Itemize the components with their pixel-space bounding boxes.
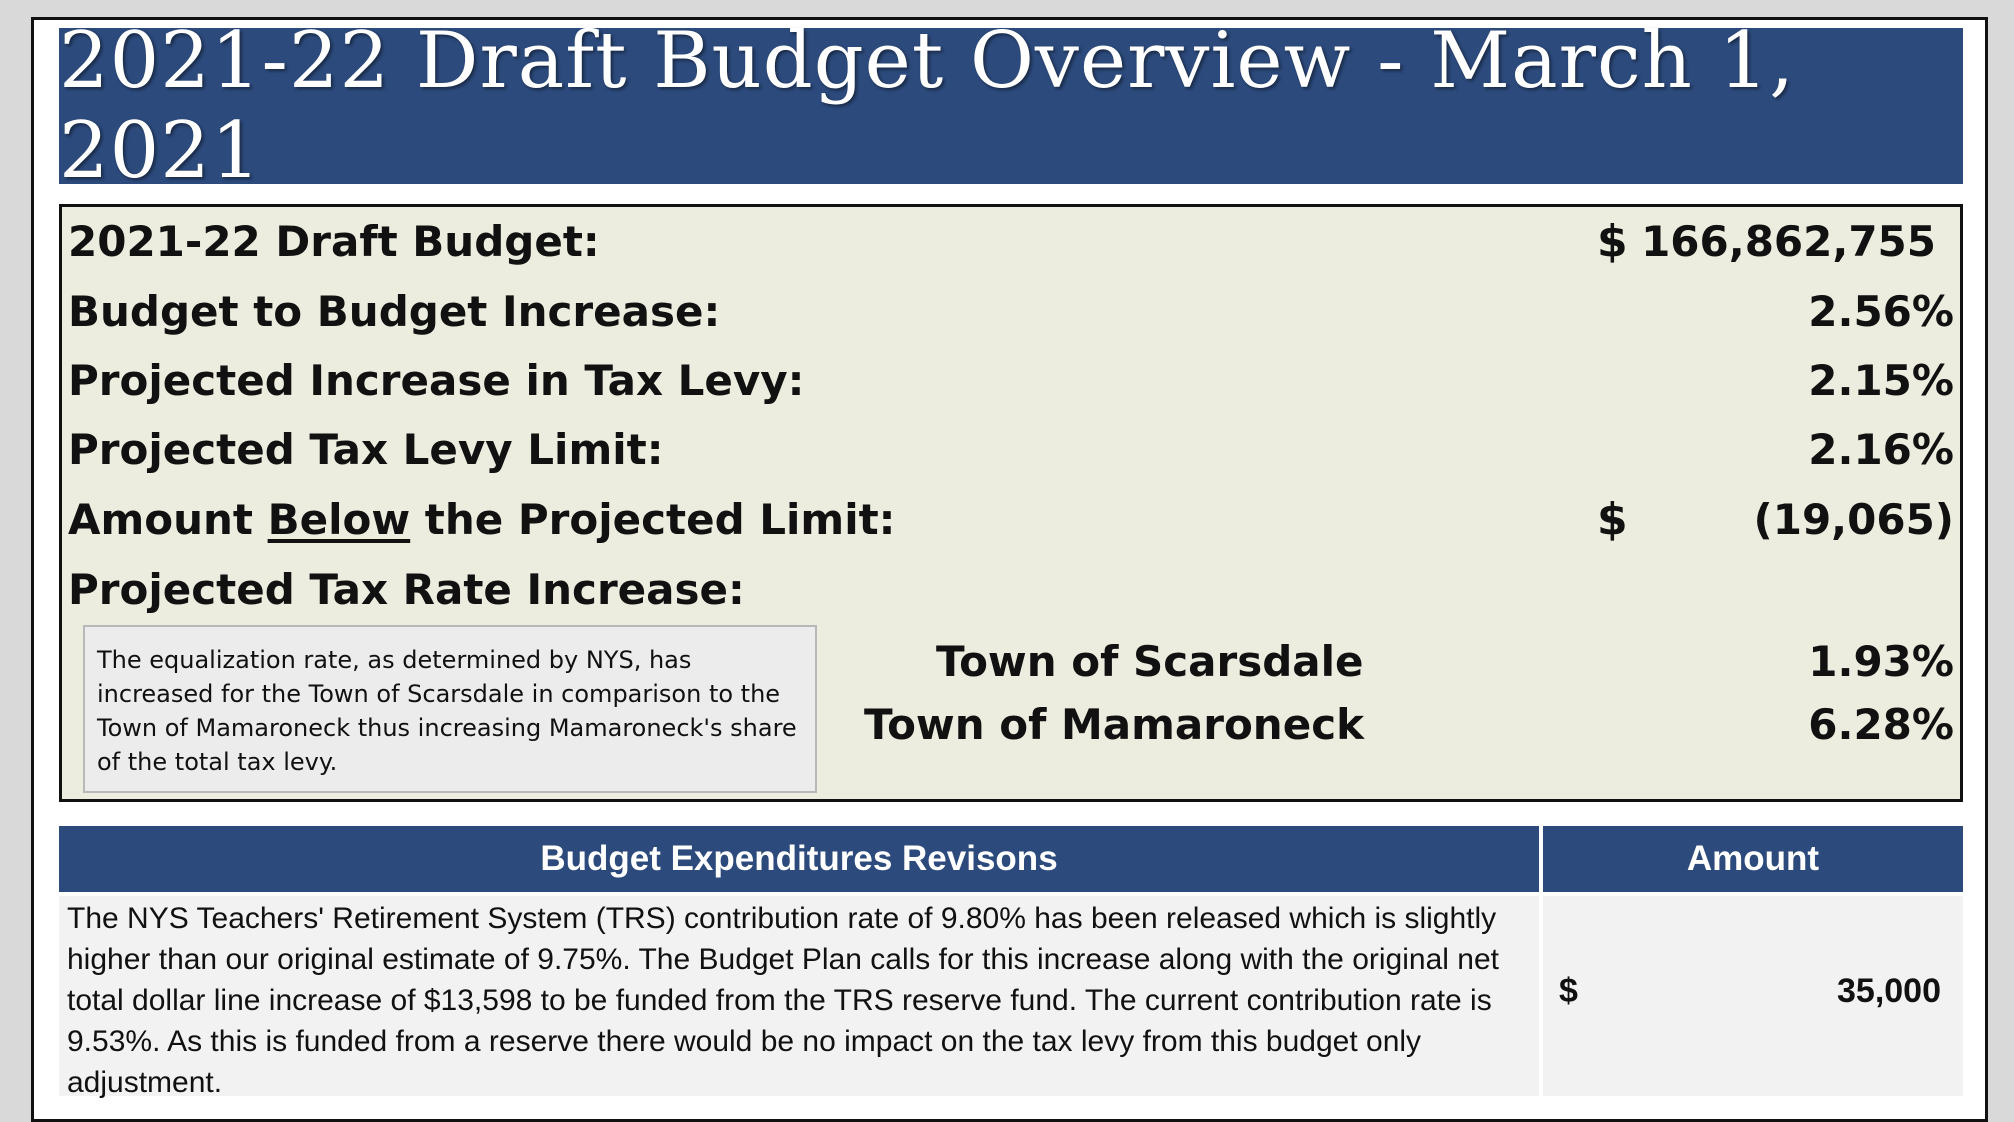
expenditures-table [59, 826, 1963, 1106]
draft-budget-row [68, 209, 1954, 273]
page-title: 2021-22 Draft Budget Overview - March 1, 2021 [59, 28, 1963, 184]
town-scarsdale-value: 1.93% [1808, 636, 1954, 686]
tax-levy-limit-value: 2.16% [1808, 424, 1954, 474]
tax-levy-increase-row [68, 348, 1954, 412]
tax-levy-limit-row [68, 417, 1954, 481]
budget-increase-row [68, 279, 1954, 343]
table-header-amount: Amount [1543, 826, 1963, 892]
town-scarsdale-label: Town of Scarsdale [936, 636, 1364, 686]
below-limit-row [68, 487, 1954, 551]
below-limit-label-emphasis: Below [267, 494, 411, 544]
table-row-description: The NYS Teachers' Retirement System (TRS) contribution rate of 9.80% has been released which is slightly higher than our original estimate of 9.75%. The Budget Plan calls for this increase along with the original net total dollar line increase of $13,598 to be funded from the TRS reserve fund. The current contribution rate is 9.53%. As this is funded from a reserve there would be no impact on the tax levy from this budget only adjustment. [59, 896, 1539, 1096]
tax-levy-increase-label: Projected Increase in Tax Levy: [68, 355, 805, 405]
table-row-currency: $ [1559, 972, 1578, 1010]
equalization-note: The equalization rate, as determined by NYS, has increased for the Town of Scarsdale in comparison to the Town of Mamaroneck thus increasing Mamaroneck's share of the total tax levy. [83, 625, 817, 793]
draft-budget-value: 166,862,755 [1641, 216, 1936, 266]
tax-levy-limit-label: Projected Tax Levy Limit: [68, 424, 664, 474]
slide [31, 17, 1988, 1122]
budget-summary-box [59, 204, 1963, 802]
tax-levy-increase-value: 2.15% [1808, 355, 1954, 405]
draft-budget-currency: $ [1597, 215, 1628, 267]
budget-increase-value: 2.56% [1808, 286, 1954, 336]
town-mamaroneck-value: 6.28% [1808, 699, 1954, 749]
budget-increase-label: Budget to Budget Increase: [68, 286, 721, 336]
table-row-amount-cell [1543, 896, 1963, 1096]
below-limit-value: (19,065) [1753, 494, 1954, 544]
table-header-revisions: Budget Expenditures Revisons [59, 826, 1539, 892]
table-row-amount: 35,000 [1837, 972, 1941, 1010]
draft-budget-label: 2021-22 Draft Budget: [68, 216, 600, 266]
tax-rate-increase-label: Projected Tax Rate Increase: [68, 564, 745, 614]
below-limit-label-post: the Projected Limit: [410, 494, 896, 544]
town-mamaroneck-label: Town of Mamaroneck [864, 699, 1365, 749]
below-limit-label [68, 495, 1954, 544]
tax-rate-increase-row [68, 557, 1954, 621]
below-limit-label-pre: Amount [68, 494, 268, 544]
below-limit-currency: $ [1597, 493, 1628, 545]
